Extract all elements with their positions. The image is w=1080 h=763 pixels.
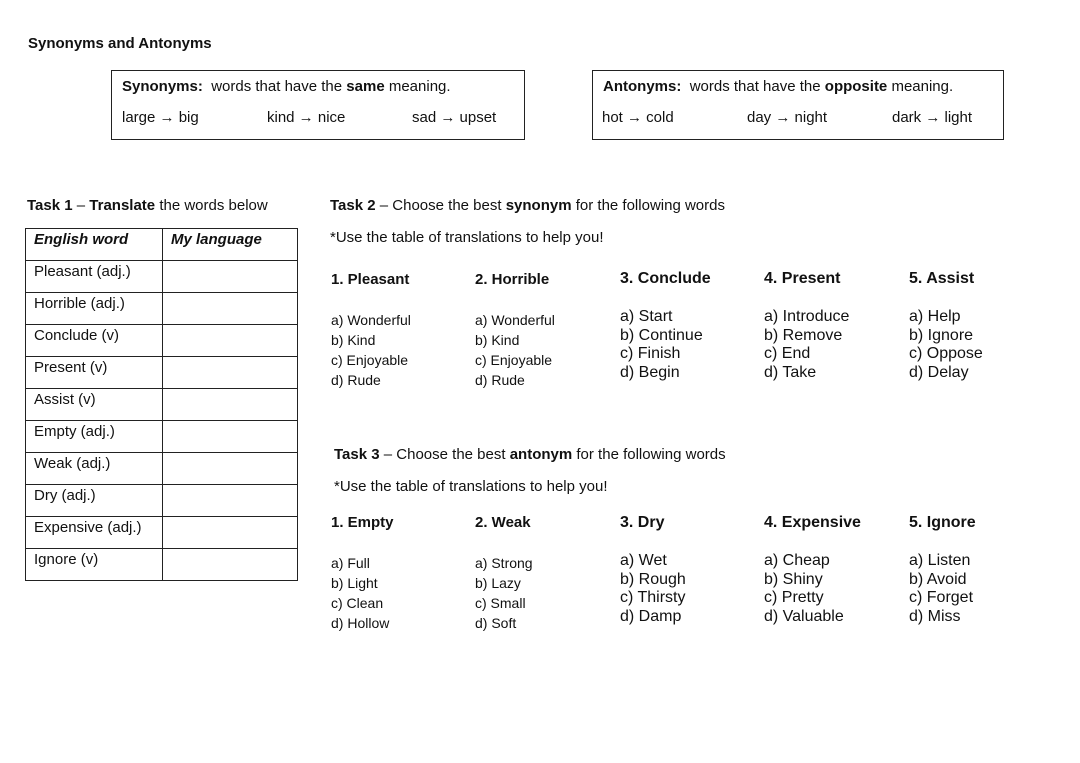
- english-word-cell: Ignore (v): [26, 549, 163, 581]
- translation-cell[interactable]: [163, 421, 298, 453]
- synonym-question: [475, 271, 615, 390]
- table-row: [26, 293, 298, 325]
- english-word-cell: Dry (adj.): [26, 485, 163, 517]
- question-title: 3. Conclude: [620, 270, 711, 287]
- task1-verb: Translate: [89, 197, 156, 214]
- answer-option[interactable]: a) Help: [909, 308, 961, 325]
- task2-post: for the following words: [571, 197, 725, 214]
- task2-label: Task 2: [330, 197, 376, 214]
- english-word-cell: Horrible (adj.): [26, 293, 163, 325]
- answer-option[interactable]: b) Lazy: [475, 575, 521, 591]
- table-row: [26, 549, 298, 581]
- question-title: 5. Ignore: [909, 514, 976, 531]
- answer-option[interactable]: d) Begin: [620, 363, 680, 381]
- option-list: [764, 308, 904, 382]
- antonyms-definition: [603, 78, 953, 95]
- english-word-cell: Conclude (v): [26, 325, 163, 357]
- question-title: 3. Dry: [620, 514, 665, 531]
- antonym-example: dark → light: [892, 109, 973, 126]
- synonym-example: kind → nice: [267, 109, 346, 126]
- antonym-question: [475, 514, 615, 633]
- task3-heading: [334, 446, 726, 463]
- translation-cell[interactable]: [163, 261, 298, 293]
- answer-option[interactable]: a) Wet: [620, 552, 667, 569]
- english-word-cell: Assist (v): [26, 389, 163, 421]
- answer-option[interactable]: b) Continue: [620, 326, 703, 344]
- synonym-question: [620, 270, 760, 382]
- answer-option[interactable]: d) Soft: [475, 615, 517, 631]
- answer-option[interactable]: c) Finish: [620, 345, 681, 362]
- synonyms-text-before: words that have the: [211, 78, 343, 95]
- synonyms-definition: [122, 78, 451, 95]
- answer-option[interactable]: d) Damp: [620, 607, 682, 625]
- answer-option[interactable]: a) Introduce: [764, 308, 850, 325]
- english-word-cell: Empty (adj.): [26, 421, 163, 453]
- task1-label: Task 1: [27, 197, 73, 214]
- english-word-cell: Expensive (adj.): [26, 517, 163, 549]
- antonym-question: [620, 514, 760, 626]
- answer-option[interactable]: d) Rude: [475, 372, 525, 388]
- table-row: [26, 485, 298, 517]
- table-row: [26, 389, 298, 421]
- task1-dash: –: [72, 197, 90, 214]
- synonym-question: [909, 270, 1049, 382]
- task1-heading: [27, 197, 268, 214]
- english-word-cell: Present (v): [26, 357, 163, 389]
- translation-cell[interactable]: [163, 549, 298, 581]
- header-english-word: English word: [26, 229, 163, 261]
- table-row: [26, 261, 298, 293]
- synonym-question: [331, 271, 471, 390]
- table-row: [26, 357, 298, 389]
- synonym-example: sad → upset: [412, 109, 497, 126]
- question-title: 1. Pleasant: [331, 271, 410, 288]
- translation-cell[interactable]: [163, 517, 298, 549]
- option-list: [331, 553, 471, 633]
- antonyms-text-after: meaning.: [891, 78, 954, 95]
- question-title: 2. Horrible: [475, 271, 550, 288]
- answer-option[interactable]: c) Thirsty: [620, 589, 686, 606]
- answer-option[interactable]: b) Kind: [475, 332, 520, 348]
- answer-option[interactable]: c) Oppose: [909, 345, 983, 362]
- question-title: 4. Expensive: [764, 514, 861, 531]
- table-row: [26, 517, 298, 549]
- answer-option[interactable]: d) Valuable: [764, 607, 844, 625]
- antonyms-keyword: opposite: [824, 78, 888, 95]
- option-list: [620, 552, 760, 626]
- option-list: [475, 553, 615, 633]
- antonym-example: hot → cold: [602, 109, 674, 126]
- synonyms-label: Synonyms:: [122, 78, 203, 95]
- answer-option[interactable]: c) End: [764, 345, 811, 362]
- task2-pre: Choose the best: [392, 197, 506, 214]
- antonym-question: [331, 514, 471, 633]
- option-list: [909, 308, 1049, 382]
- synonyms-definition-box: [111, 70, 525, 140]
- translation-cell[interactable]: [163, 325, 298, 357]
- option-list: [331, 310, 471, 390]
- table-row: [26, 453, 298, 485]
- question-title: 4. Present: [764, 270, 841, 287]
- task2-note: *Use the table of translations to help you!: [330, 229, 604, 246]
- antonyms-text-before: words that have the: [689, 78, 821, 95]
- table-header-row: [26, 229, 298, 261]
- antonym-example: day → night: [747, 109, 828, 126]
- answer-option[interactable]: d) Take: [764, 363, 817, 381]
- answer-option[interactable]: c) Clean: [331, 595, 384, 611]
- translation-cell[interactable]: [163, 453, 298, 485]
- answer-option[interactable]: a) Full: [331, 555, 370, 571]
- task2-heading: [330, 197, 725, 214]
- task2-keyword: synonym: [505, 197, 572, 214]
- answer-option[interactable]: d) Delay: [909, 363, 969, 381]
- translation-cell[interactable]: [163, 485, 298, 517]
- task3-post: for the following words: [572, 446, 726, 463]
- synonym-example: large → big: [122, 109, 199, 126]
- antonyms-definition-box: [592, 70, 1004, 140]
- table-row: [26, 421, 298, 453]
- answer-option[interactable]: a) Strong: [475, 555, 533, 571]
- question-title: 5. Assist: [909, 270, 975, 287]
- answer-option[interactable]: a) Wonderful: [475, 312, 555, 328]
- translation-cell[interactable]: [163, 357, 298, 389]
- answer-option[interactable]: a) Listen: [909, 552, 971, 569]
- table-row: [26, 325, 298, 357]
- answer-option[interactable]: d) Rude: [331, 372, 381, 388]
- synonym-question: [764, 270, 904, 382]
- answer-option[interactable]: a) Start: [620, 308, 673, 325]
- option-list: [620, 308, 760, 382]
- answer-option[interactable]: a) Cheap: [764, 552, 830, 569]
- translation-cell[interactable]: [163, 389, 298, 421]
- header-my-language: My language: [163, 229, 298, 261]
- option-list: [475, 310, 615, 390]
- answer-option[interactable]: a) Wonderful: [331, 312, 411, 328]
- option-list: [909, 552, 1049, 626]
- answer-option[interactable]: d) Hollow: [331, 615, 390, 631]
- antonym-question: [764, 514, 904, 626]
- answer-option[interactable]: b) Kind: [331, 332, 376, 348]
- task3-pre: Choose the best: [396, 446, 510, 463]
- task3-keyword: antonym: [509, 446, 573, 463]
- answer-option[interactable]: b) Avoid: [909, 570, 967, 588]
- answer-option[interactable]: b) Remove: [764, 326, 843, 344]
- task3-dash: –: [379, 446, 397, 463]
- answer-option[interactable]: c) Pretty: [764, 589, 824, 606]
- question-title: 1. Empty: [331, 514, 394, 531]
- task2-dash: –: [375, 197, 393, 214]
- answer-option[interactable]: c) Forget: [909, 589, 974, 606]
- question-title: 2. Weak: [475, 514, 531, 531]
- synonyms-text-after: meaning.: [388, 78, 451, 95]
- answer-option[interactable]: d) Miss: [909, 607, 961, 625]
- translation-table: [25, 228, 298, 581]
- translation-cell[interactable]: [163, 293, 298, 325]
- answer-option[interactable]: c) Enjoyable: [475, 352, 553, 368]
- answer-option[interactable]: c) Small: [475, 595, 526, 611]
- page-title: Synonyms and Antonyms: [28, 35, 212, 52]
- task1-rest: the words below: [155, 197, 268, 214]
- antonyms-label: Antonyms:: [603, 78, 682, 95]
- task3-note: *Use the table of translations to help you!: [334, 478, 608, 495]
- english-word-cell: Pleasant (adj.): [26, 261, 163, 293]
- answer-option[interactable]: b) Ignore: [909, 326, 974, 344]
- antonym-question: [909, 514, 1049, 626]
- answer-option[interactable]: c) Enjoyable: [331, 352, 409, 368]
- answer-option[interactable]: b) Rough: [620, 570, 686, 588]
- option-list: [764, 552, 904, 626]
- answer-option[interactable]: b) Shiny: [764, 570, 823, 588]
- synonyms-keyword: same: [346, 78, 385, 95]
- task3-label: Task 3: [334, 446, 380, 463]
- answer-option[interactable]: b) Light: [331, 575, 378, 591]
- english-word-cell: Weak (adj.): [26, 453, 163, 485]
